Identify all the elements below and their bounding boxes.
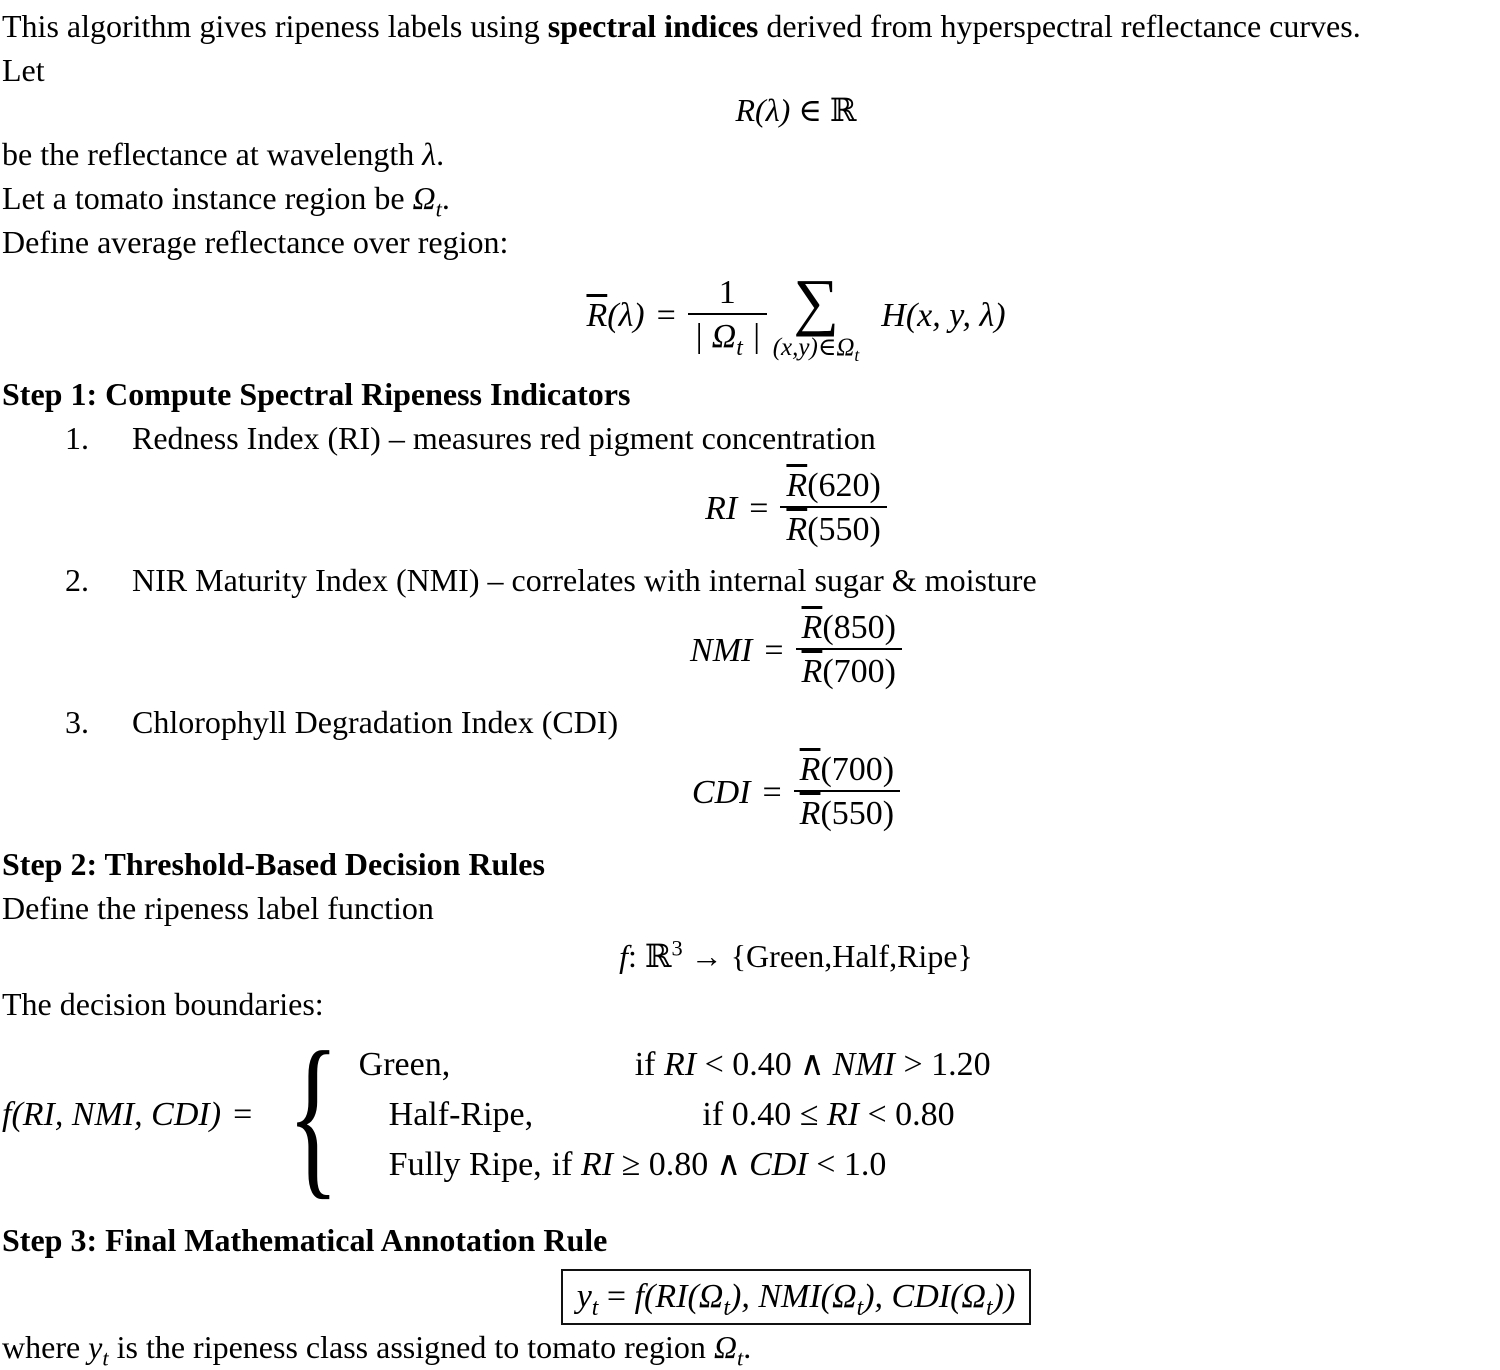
- omega-abs-sub: t: [736, 334, 743, 361]
- list-item-1-text: Redness Index (RI) – measures red pigment concentration: [132, 420, 876, 456]
- num-040: 0.40: [731, 1096, 792, 1133]
- num-080: 0.80: [895, 1096, 955, 1133]
- list-item-2-text: NIR Maturity Index (NMI) – correlates with internal sugar & moisture: [132, 562, 1037, 598]
- list-item-2-number: 2.: [65, 562, 89, 598]
- case-row-green: [359, 1040, 991, 1090]
- rbar: $\overline{R}$: [801, 609, 823, 646]
- op-ge: ≥: [621, 1146, 641, 1183]
- step2-heading: Step 2: Threshold-Based Decision Rules: [2, 846, 545, 882]
- where-dot: .: [743, 1329, 752, 1365]
- list-item-redness: [2, 416, 1500, 460]
- arrow: →: [682, 938, 731, 974]
- y-sub: t: [591, 1294, 599, 1321]
- region-pre: Let a tomato instance region be: [2, 180, 413, 216]
- let-line: Let: [2, 52, 45, 88]
- cases-lhs: [2, 1093, 264, 1137]
- label-function-formula: [2, 932, 1500, 980]
- cases-brace: {: [287, 1015, 340, 1214]
- sum-limits-pre: (x,y)∈Ω: [772, 334, 855, 361]
- num-080: 0.80: [648, 1146, 709, 1183]
- nmi-denominator: [796, 648, 902, 694]
- avg-reflectance-formula: [2, 266, 1500, 365]
- colon: :: [628, 938, 645, 974]
- step3-heading: Step 3: Final Mathematical Annotation Rule: [2, 1222, 608, 1258]
- where-line: [2, 1325, 1500, 1369]
- list-item-cdi: [2, 700, 1500, 744]
- var-ri: RI: [580, 1146, 614, 1183]
- op-le: ≤: [799, 1096, 819, 1133]
- ri-num-args: (620): [807, 467, 881, 504]
- ri-lhs: RI: [705, 490, 738, 527]
- rbar: $\overline{R}$: [786, 467, 808, 504]
- equals-sign: =: [762, 774, 782, 811]
- rule-f-ri: f(RI(Ω: [634, 1278, 724, 1315]
- case-half-label: Half-Ripe,: [388, 1096, 534, 1133]
- region-post: .: [441, 180, 450, 216]
- where-pre: where: [2, 1329, 89, 1365]
- rbar: $\overline{R}$: [586, 297, 608, 334]
- real-set-power: 3: [671, 935, 683, 961]
- nmi-fraction: [796, 608, 902, 694]
- case-row-half: [359, 1090, 991, 1140]
- omega-symbol: Ω: [412, 180, 436, 216]
- omega-sub: t: [986, 1294, 993, 1321]
- and-symbol: ∧: [716, 1146, 742, 1183]
- omega-symbol: Ω: [713, 1329, 737, 1365]
- wavelength-pre: be the reflectance at wavelength: [2, 136, 423, 172]
- y-var: y: [88, 1329, 103, 1365]
- wavelength-post: .: [436, 136, 445, 172]
- step1-heading: Step 1: Compute Spectral Ripeness Indicators: [2, 376, 631, 412]
- lambda-symbol: λ: [422, 136, 437, 172]
- nmi-num-args: (850): [822, 609, 896, 646]
- reflectance-domain-formula: [2, 88, 1500, 132]
- case-ripe-label: Fully Ripe,: [388, 1146, 542, 1183]
- intro-text-post: derived from hyperspectral reflectance curves.: [758, 8, 1361, 44]
- nmi-formula: [2, 608, 1500, 694]
- op-lt: <: [867, 1096, 887, 1133]
- ri-numerator: [780, 466, 886, 506]
- cdi-den-args: (550): [820, 795, 895, 832]
- intro-text-bold: spectral indices: [547, 8, 759, 44]
- intro-text-pre: This algorithm gives ripeness labels using: [2, 8, 548, 44]
- list-item-3-number: 3.: [65, 704, 89, 740]
- reflectance-var: R(λ): [735, 92, 791, 128]
- rbar: $\overline{R}$: [801, 653, 823, 690]
- if-word: if: [702, 1096, 724, 1133]
- rule-close: )): [992, 1278, 1016, 1315]
- region-line: [2, 176, 1500, 220]
- summand-term: H(x, y, λ): [881, 297, 1006, 334]
- equals-sign: =: [656, 297, 676, 334]
- decision-cases-formula: [2, 1015, 1500, 1214]
- final-rule-box: [561, 1269, 1032, 1325]
- case-green-label: Green,: [358, 1046, 451, 1083]
- sum-symbol: ∑: [793, 266, 839, 337]
- omega-sub: t: [723, 1294, 731, 1321]
- f-symbol: f: [619, 938, 628, 974]
- sum-limits-sub: t: [854, 345, 860, 365]
- rbar: $\overline{R}$: [786, 511, 808, 548]
- case-green-condition: [635, 1040, 991, 1090]
- cdi-denominator: [794, 790, 900, 836]
- num-120: 1.20: [931, 1046, 991, 1083]
- equals-sign: =: [749, 490, 769, 527]
- decision-boundaries-line: The decision boundaries:: [2, 986, 324, 1022]
- rule-nmi: ), NMI(Ω: [730, 1278, 857, 1315]
- y-sub: t: [102, 1345, 109, 1370]
- summation: [772, 266, 860, 365]
- equals-sign: =: [233, 1096, 253, 1133]
- list-item-3-text: Chlorophyll Degradation Index (CDI): [132, 704, 619, 740]
- cdi-num-args: (700): [820, 751, 895, 788]
- nmi-den-args: (700): [822, 653, 896, 690]
- case-half-condition: [702, 1090, 954, 1140]
- ri-formula: [2, 466, 1500, 552]
- rbar: $\overline{R}$: [799, 751, 821, 788]
- list-item-1-number: 1.: [65, 420, 89, 456]
- final-rule-formula: [2, 1268, 1500, 1325]
- cdi-lhs: CDI: [691, 774, 751, 811]
- rule-cdi: ), CDI(Ω: [863, 1278, 986, 1315]
- avg-fraction: [688, 273, 767, 359]
- ri-den-args: (550): [807, 511, 881, 548]
- omega-abs-right: |: [742, 318, 761, 355]
- num-040: 0.40: [732, 1046, 792, 1083]
- equals-sign: =: [764, 632, 784, 669]
- omega-sub: t: [736, 1345, 744, 1370]
- sum-limits: [772, 334, 860, 365]
- ri-denominator: [780, 506, 886, 552]
- var-ri: RI: [663, 1046, 697, 1083]
- nmi-lhs: NMI: [690, 632, 753, 669]
- intro-line: [2, 4, 1500, 48]
- real-set-symbol: ℝ: [644, 938, 672, 974]
- cdi-fraction: [794, 750, 900, 836]
- wavelength-line: [2, 132, 1500, 176]
- omega-sub: t: [856, 1294, 864, 1321]
- num-10: 1.0: [843, 1146, 887, 1183]
- var-cdi: CDI: [749, 1146, 808, 1183]
- var-nmi: NMI: [832, 1046, 895, 1083]
- cdi-numerator: [794, 750, 900, 790]
- nmi-numerator: [796, 608, 902, 648]
- op-gt: >: [903, 1046, 923, 1083]
- avg-lhs-args: (λ): [607, 297, 645, 334]
- var-ri: RI: [826, 1096, 859, 1133]
- ri-fraction: [780, 466, 886, 552]
- equals-sign: =: [598, 1278, 635, 1315]
- where-mid: is the ripeness class assigned to tomato region: [108, 1329, 714, 1365]
- if-word: if: [634, 1046, 656, 1083]
- omega-sub: t: [435, 196, 442, 222]
- case-row-ripe: [359, 1140, 991, 1190]
- label-set: {Green,Half,Ripe}: [730, 938, 973, 974]
- cases-function: f(RI, NMI, CDI): [2, 1096, 222, 1133]
- if-word: if: [551, 1146, 573, 1183]
- op-lt: <: [816, 1146, 836, 1183]
- and-symbol: ∧: [799, 1046, 825, 1083]
- define-function-line: Define the ripeness label function: [2, 890, 434, 926]
- case-ripe-condition: [552, 1140, 887, 1190]
- cdi-formula: [2, 750, 1500, 836]
- list-item-nmi: [2, 558, 1500, 602]
- avg-intro-line: Define average reflectance over region:: [2, 224, 509, 260]
- rbar: $\overline{R}$: [799, 795, 821, 832]
- op-lt: <: [704, 1046, 724, 1083]
- avg-lhs: [586, 294, 644, 338]
- y-var: y: [576, 1278, 592, 1315]
- avg-fraction-denominator: [688, 313, 767, 359]
- reflectance-membership: ∈ ℝ: [790, 92, 857, 128]
- avg-fraction-numerator: 1: [718, 274, 736, 311]
- cases-rows: [359, 1040, 991, 1190]
- omega-abs-left: | Ω: [693, 318, 737, 355]
